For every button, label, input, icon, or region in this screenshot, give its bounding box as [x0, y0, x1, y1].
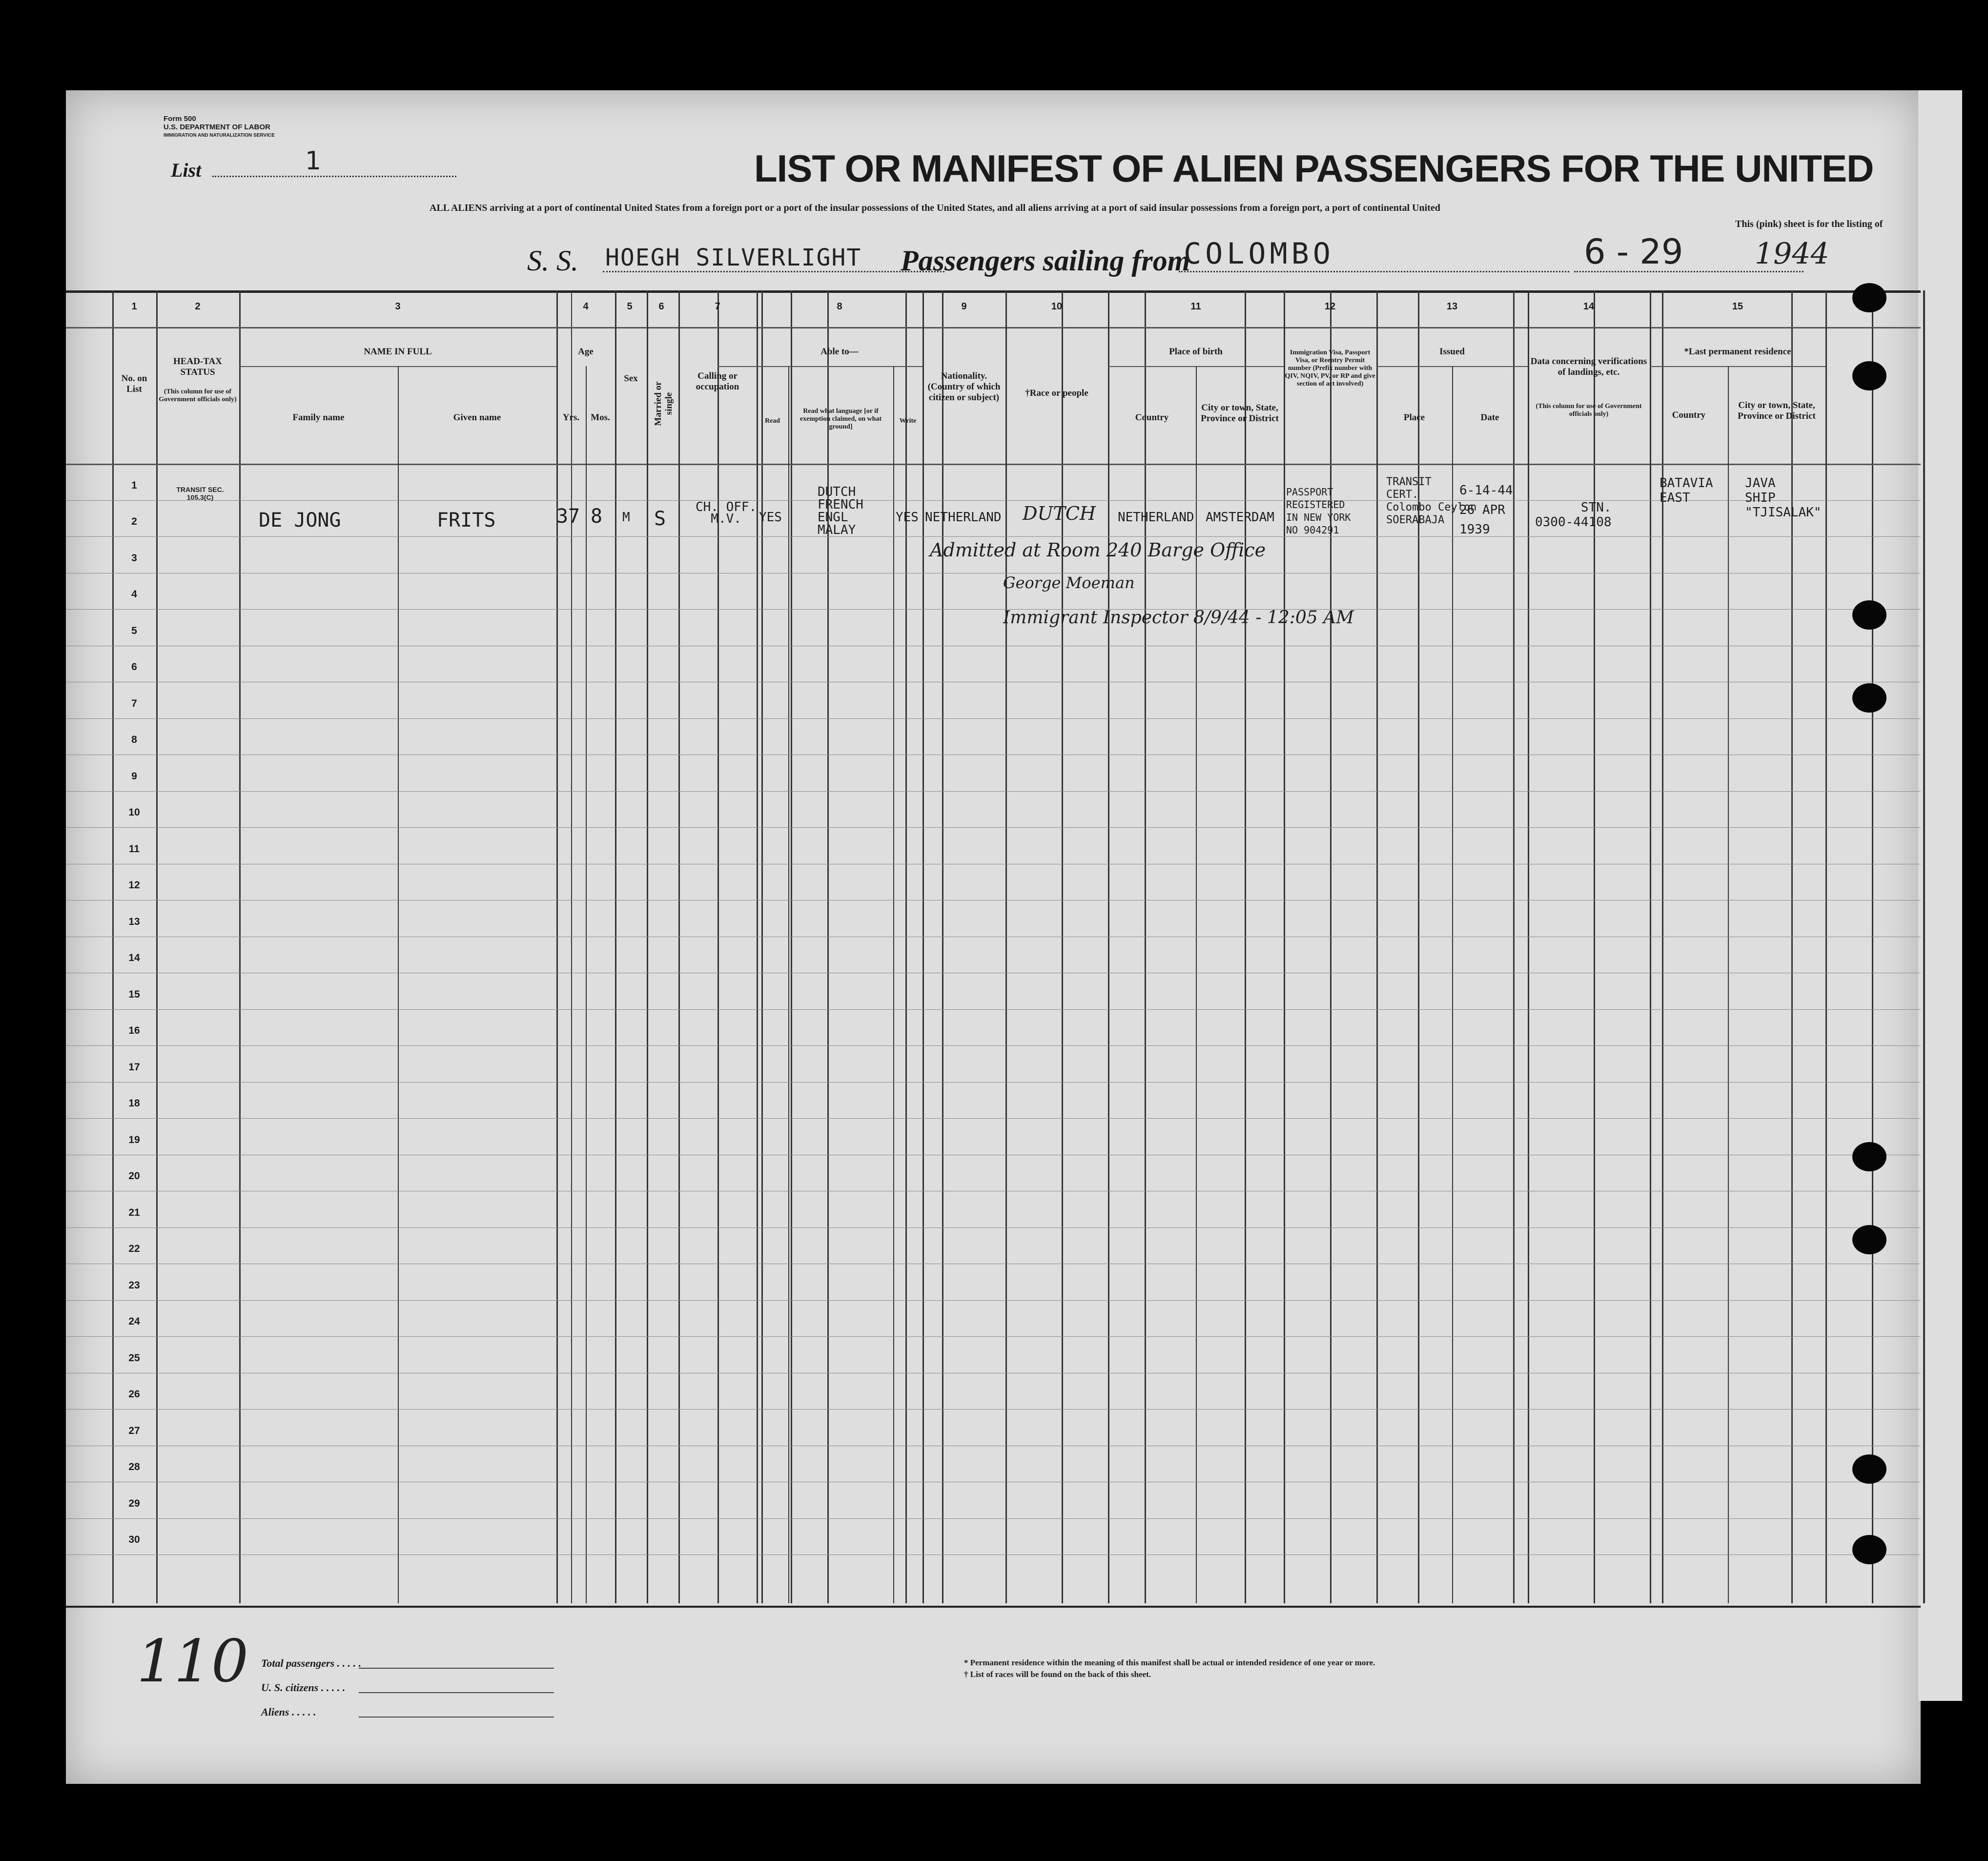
page-title: LIST OR MANIFEST OF ALIEN PASSENGERS FOR THE UNITED: [754, 147, 1874, 190]
header-family-name: Family name: [292, 412, 345, 423]
table-row: [66, 1409, 1921, 1410]
row-number: 16: [128, 1025, 140, 1036]
row-number: 18: [128, 1098, 140, 1109]
row-number: 17: [128, 1061, 140, 1073]
form-identifier: [164, 115, 275, 140]
entry-race: DUTCH: [1023, 503, 1096, 524]
header-name-in-full: NAME IN FULL: [364, 347, 432, 357]
header-immigration-visa: Immigration Visa, Passport Visa, or Reentry Permit number (Prefix number with QIV, NQIV, PV, or RP and give section of act involved): [1285, 349, 1375, 388]
table-row: [66, 609, 1921, 610]
table-row: [66, 500, 1921, 501]
header-head-tax: HEAD-TAX STATUS: [173, 356, 222, 377]
department: U.S. DEPARTMENT OF LABOR: [164, 123, 270, 131]
table-row: [66, 1227, 1921, 1228]
row-number: 24: [128, 1316, 140, 1327]
us-citizens-label: U. S. citizens . . . . .: [261, 1681, 346, 1694]
sailing-port: COLOMBO: [1184, 237, 1334, 271]
header-sex: Sex: [624, 373, 638, 384]
aliens-label: Aliens . . . . .: [261, 1706, 316, 1718]
header-verifications: Data concerning verifications of landings, etc.: [1530, 356, 1647, 377]
entry-verification: STN. 0300-44108: [1535, 500, 1612, 530]
entry-family-name: DE JONG: [259, 509, 341, 532]
row-number: 7: [131, 697, 137, 709]
corner-mark: 110: [137, 1628, 249, 1696]
header-head-tax-note: (This column for use of Government officials only): [159, 388, 237, 403]
entry-languages: DUTCH FRENCH ENGL MALAY: [818, 485, 863, 537]
entry-occupation: CH. OFF. M.V.: [696, 500, 757, 526]
instructions-line: ALL ALIENS arriving at a port of continental United States from a foreign port or a port of the insular possessions of the United States, and all aliens arriving at a port of said insular possessions from a foreign port, a port of continental United: [430, 203, 1440, 213]
row-number: 6: [131, 661, 137, 673]
list-label: List: [171, 159, 202, 181]
header-age: Age: [578, 347, 594, 357]
entry-head-tax: TRANSIT SEC. 105.3(C): [176, 486, 224, 501]
header-nationality: Nationality. (Country of which citizen or subject): [927, 371, 1001, 403]
row-number: 1: [131, 479, 137, 491]
row-number: 19: [128, 1134, 140, 1145]
row-number: 4: [131, 589, 137, 600]
entry-birth-city: AMSTERDAM: [1206, 510, 1274, 525]
row-number: 20: [128, 1170, 140, 1182]
list-number: 1: [305, 146, 322, 176]
entry-sex: M: [622, 510, 630, 525]
header-last-residence: *Last permanent residence: [1684, 347, 1791, 357]
row-number: 27: [128, 1425, 140, 1436]
entry-write: YES: [896, 510, 919, 525]
sailing-label: Passengers sailing from: [901, 245, 1190, 277]
entry-read: YES: [759, 510, 782, 525]
sailing-date: 6 - 29: [1584, 232, 1683, 272]
entry-residence-city: JAVA SHIP "TJISALAK": [1745, 476, 1822, 520]
table-row: [66, 1336, 1921, 1337]
header-occupation: Calling or occupation: [696, 371, 739, 392]
entry-given-name: FRITS: [437, 509, 496, 532]
row-number: 14: [128, 952, 140, 963]
row-number: 8: [131, 734, 137, 745]
row-number: 5: [131, 625, 137, 636]
table-row: [66, 827, 1921, 828]
row-number: 22: [128, 1243, 140, 1254]
manifest-table: [66, 290, 1921, 1608]
row-number: 9: [131, 770, 137, 782]
row-number: 11: [128, 843, 140, 855]
entry-issued-place: TRANSIT CERT. Colombo Ceylon SOERABAJA: [1386, 476, 1477, 526]
entry-nationality: NETHERLAND: [925, 510, 1002, 525]
row-number: 13: [128, 916, 140, 927]
row-number: 25: [128, 1352, 140, 1364]
row-number: 30: [128, 1534, 140, 1545]
row-number: 3: [131, 552, 137, 564]
service: IMMIGRATION AND NATURALIZATION SERVICE: [164, 133, 275, 138]
ship-name: HOEGH SILVERLIGHT: [605, 244, 862, 271]
entry-marital: S: [654, 508, 666, 530]
row-number: 2: [131, 516, 137, 527]
annotation-admitted: Admitted at Room 240 Barge Office: [930, 539, 1266, 561]
table-row: [66, 718, 1921, 719]
header-issued: Issued: [1439, 347, 1465, 357]
header-race: †Race or people: [1025, 388, 1088, 398]
table-row: [66, 1009, 1921, 1010]
ship-label: S. S.: [527, 245, 578, 277]
table-row: [66, 1118, 1921, 1119]
table-row: [66, 1518, 1921, 1519]
row-number: 10: [128, 807, 140, 818]
entry-age-mos: 8: [591, 505, 603, 528]
entry-issued-date: 6-14-44 26 APR 1939: [1459, 483, 1513, 537]
row-number: 15: [128, 988, 140, 1000]
table-row: [66, 1082, 1921, 1083]
form-number: Form 500: [164, 115, 196, 123]
table-row: [66, 1045, 1921, 1046]
table-row: [66, 536, 1921, 537]
sailing-year: 1944: [1755, 237, 1829, 271]
header-no-on-list: No. on List: [121, 373, 147, 394]
total-passengers-label: Total passengers . . . . .: [261, 1657, 362, 1669]
row-number: 21: [128, 1207, 140, 1218]
footnote-races: † List of races will be found on the back of this sheet.: [964, 1670, 1151, 1679]
row-number: 23: [128, 1279, 140, 1291]
header-able-to: Able to—: [820, 347, 859, 357]
entry-visa: PASSPORT REGISTERED IN NEW YORK NO 904291: [1286, 486, 1351, 536]
entry-residence-country: BATAVIA EAST: [1660, 476, 1713, 505]
entry-age-yrs: 37: [556, 505, 580, 528]
row-number: 28: [128, 1461, 140, 1472]
footnote-residence: * Permanent residence within the meaning of this manifest shall be actual or intended residence of one year or more.: [964, 1658, 1375, 1667]
table-row: [66, 1554, 1921, 1555]
table-row: [66, 791, 1921, 792]
manifest-sheet: Form 500 U.S. DEPARTMENT OF LABOR IMMIGRATION AND NATURALIZATION SERVICE List 1 LIST OR MANIFEST OF ALIEN PASSENGERS FOR THE UNITED ALL ALIENS arriving at a port of continental United States from a foreign port or a port of the insular possessions of the United States, and all aliens arriving at a port of said insular possessions from a foreign port, a port of continental United This (pink) sheet is for the listing of S. S. HOEGH SILVERLIGHT Passengers sailing from COLOMBO 6 - 29 1944 1 2 3 4 5 6 7 8 9 10 11 12 13 14 15 No. on List HEAD-TAX STATUS (This column for use of Government officials only) NAME IN FULL Family name Given name Age Yrs. Mos. Sex Married or single Calling or occupation Able to— Read Read what language [or if exemption claimed, on what ground] Write Nationality. (Country of which citizen or subject) †Race or people Place of birth Country City or town, State, Province or District Immigration Visa, Passport Visa, or Reentry Permit number (Prefix number with QIV, NQIV, PV, or RP and give section of act involved) Issued Place Date Data concerning verifications of landings, etc. (This column for use of Government officials only) *Last permanent residence Country City or town, State, Province or District 1 2 3 4 5 6 7 8 9 10 11 12 13 14 15 16 17 18 19 20 21 22 23 24 25 26 27 28 29 30 TRANSIT SEC. 105.3(C) DE JONG FRITS 37 8 M S CH. OFF. M.V. YES DUTCH FRENCH ENGL MALAY YES NETHERLAND DUTCH NETHERLAND AMSTERDAM PASSPORT REGISTERED IN NEW YORK NO 904291 TRANSIT CERT. Colombo Ceylon SOERABAJA 6-14-44 26 APR 1939 STN. 0300-44108 BATAVIA EAST JAVA SHIP "TJISALAK" Admitted at Room 240 Barge Office George Moeman Immigrant Inspector 8/9/44 - 12:05 AM Total passengers . . . . . U. S. citizens . . . . . Aliens . . . . . * Permanent residence within the meaning of this manifest shall be actual or intended residence of one year or more. † List of races will be found on the back of this sheet. 110: [66, 90, 1921, 1784]
annotation-signature: George Moeman: [1003, 573, 1135, 592]
row-number: 12: [128, 879, 140, 891]
header-married: Married or single: [653, 381, 674, 426]
header-place-of-birth: Place of birth: [1169, 347, 1223, 357]
entry-birth-country: NETHERLAND: [1118, 510, 1194, 525]
annotation-inspector: Immigrant Inspector 8/9/44 - 12:05 AM: [1003, 608, 1354, 628]
pink-sheet-note: This (pink) sheet is for the listing of: [1735, 219, 1883, 229]
row-number: 29: [128, 1497, 140, 1509]
table-row: [66, 1300, 1921, 1301]
header-given-name: Given name: [453, 412, 501, 423]
row-number: 26: [128, 1389, 140, 1400]
